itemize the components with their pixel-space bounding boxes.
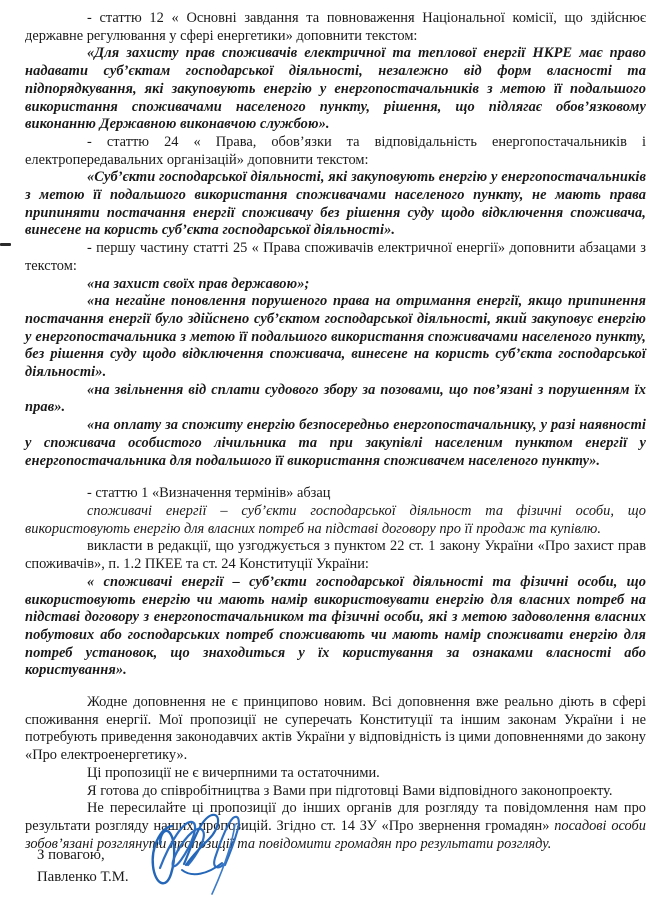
para-not-exhaustive: Ці пропозиції не є вичерпними та остаточними. — [87, 764, 380, 781]
closing-salutation: З повагою, — [37, 847, 105, 863]
document-body — [25, 10, 646, 853]
para-article-12-intro: - статтю 12 « Основні завдання та повноваження Національної комісії, що здійснює державне регулювання у сфері енергетики» доповнити текстом: — [25, 10, 646, 44]
para-conclusion: Жодне доповнення не є принципово новим. Всі доповнення вже реально діють в сфері споживання енергії. Мої пропозиції не суперечать Конституції та іншим законам України і не потребують приведення законодавчих актів України у відповідність із цими доповненнями до закону «Про електроенергетику». — [25, 694, 646, 764]
para-article-1-intro: - статтю 1 «Визначення термінів» абзац — [87, 485, 331, 502]
para-current-definition: споживачі енергії – суб’єкти господарської діяльност та фізичні особи, що використовують енергію для власних потреб на підставі договору про її продаж та купівлю. — [25, 502, 646, 537]
para-amendment-state-protection: «на захист своїх прав державою»; — [87, 275, 310, 292]
para-article-25-intro: - першу частину статті 25 « Права споживачів електричної енергії» доповнити абзацами з текстом: — [25, 240, 646, 274]
para-new-definition: « споживачі енергії – суб’єкти господарської діяльності та фізичні особи, що використовують енергію чи мають намір використовувати енергію для власних потреб на підставі договору з енергопостачальником та фізичні особи, які з метою задоволення власних побутових або господарських потреб споживають чи мають намір споживати енергію для потреб установок, що знаходиться у їх користування за ознаками власності або користування». — [25, 573, 646, 679]
closing-block — [37, 845, 129, 888]
para-article-12-amendment: «Для захисту прав споживачів електричної та теплової енергії НКРЕ має право надавати суб’єктам господарської діяльності, незалежно від форм власності та підпорядкування, які закуповують енергію у енергопостачальників з метою її подальшого використання споживачами населеного пункту, рішення, що підлягає обов’язковому виконанню Державною виконавчою службою». — [25, 45, 646, 133]
para-revision-note: викласти в редакції, що узгоджується з пунктом 22 ст. 1 закону України «Про захист прав споживачів», п. 1.2 ПКЕЕ та ст. 24 Конституції України: — [25, 538, 646, 573]
para-amendment-direct-payment: «на оплату за спожиту енергію безпосередньо енергопостачальнику, у разі наявності у споживача особистого лічильника та при закупівлі населеним пунктом енергії у енергопостачальника для подальшого її використання споживачем населеного пункту». — [25, 417, 646, 469]
para-article-24-amendment: «Суб’єкти господарської діяльності, які закуповують енергію у енергопостачальників з метою її подальшого використання споживачами населеного пункту, не мають права припиняти постачання енергії споживачу без рішення суду щодо відключення споживача, винесене на користь суб’єкта господарської діяльності». — [25, 169, 646, 239]
forwarding-note-italic-text: посадові особи зобов’язані розглянути пропозиції та повідомити громадян про результати розгляду. — [25, 817, 646, 852]
forwarding-note-regular-text: Не пересилайте ці пропозиції до інших органів для розгляду та повідомлення нам про результати розгляду наших пропозицій. Згідно ст. 14 ЗУ «Про звернення громадян» — [25, 800, 646, 834]
para-article-24-intro: - статтю 24 « Права, обов’язки та відповідальність енергопостачальників і електропередавальних організацій» доповнити текстом: — [25, 133, 646, 168]
scan-artifact-dash — [0, 243, 11, 246]
para-amendment-restoration: «на негайне поновлення порушеного права на отримання енергії, якщо припинення постачання енергії було здійснено суб’єктом господарської діяльності, який закуповує енергію у енергопостачальника з метою її подальшого використання споживачами населеного пункту, без рішення суду щодо відключення споживача, винесене на користь суб’єкта господарської діяльності». — [25, 293, 646, 381]
para-amendment-court-fee: «на звільнення від сплати судового збору за позовами, що пов’язані з порушенням їх прав». — [25, 381, 646, 416]
para-cooperation-offer: Я готова до співробітництва з Вами при підготовці Вами відповідного законопроекту. — [87, 782, 613, 799]
closing-signatory: Павленко Т.М. — [37, 868, 129, 885]
handwritten-signature-icon — [138, 810, 253, 900]
